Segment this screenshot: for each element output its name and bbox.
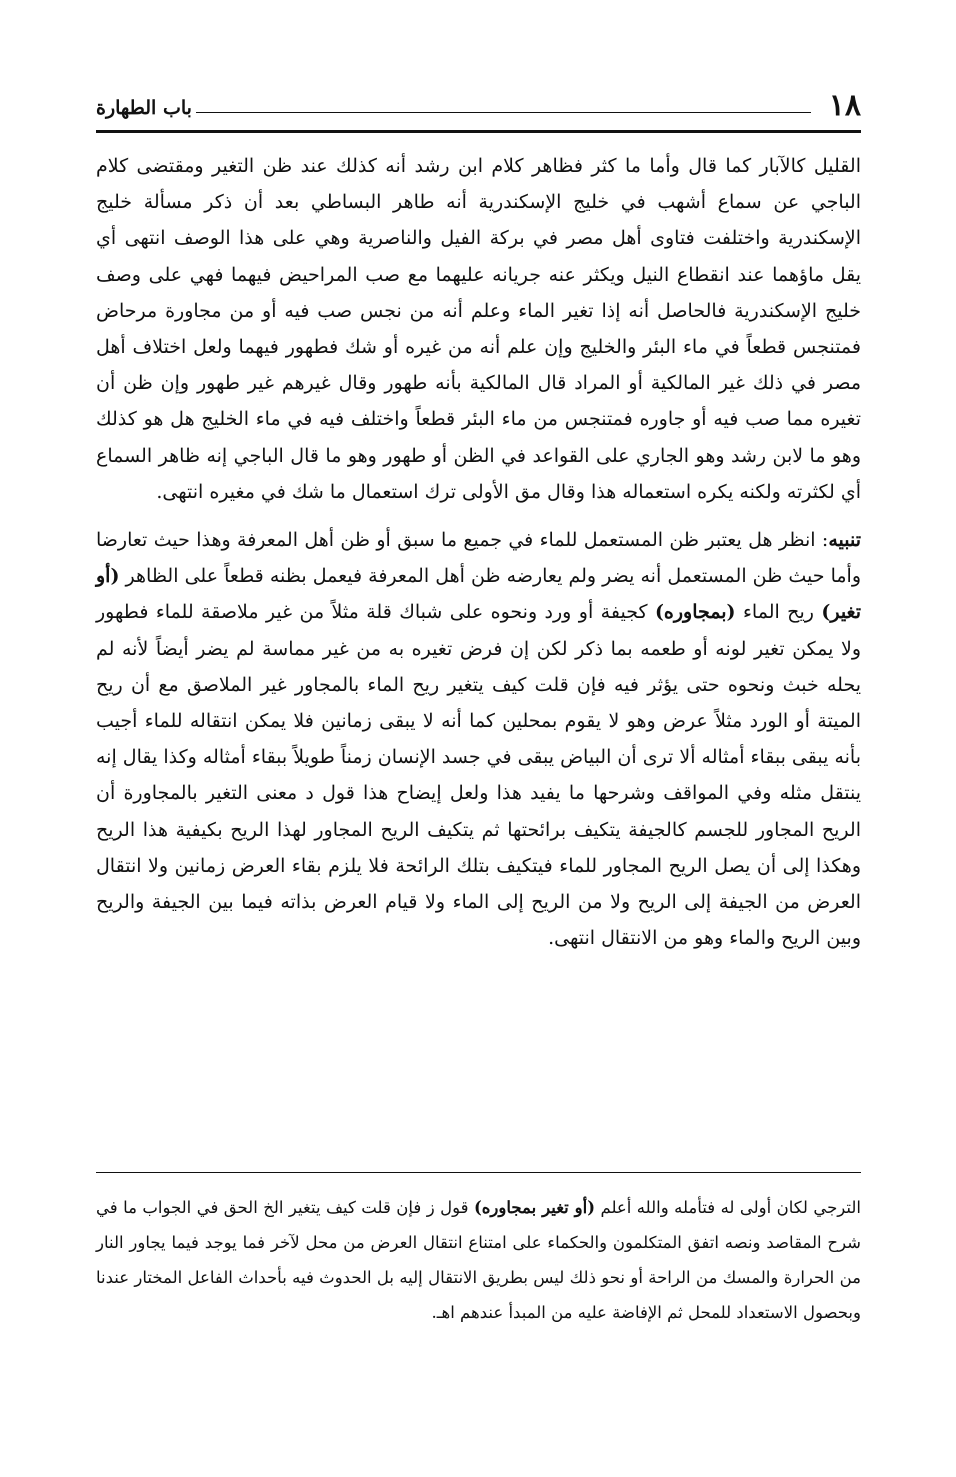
- paragraph-1: القليل كالآبار كما قال وأما ما كثر فظاهر كلام ابن رشد أنه كذلك عند ظن التغير ومقتضى كلام الباجي عن سماع أشهب في خليج الإسكندرية أنه طاهر البساطي بعد أن ذكر مسألة خليج الإسكندرية واختلفت فتاوى أهل مصر في بركة الفيل والناصرية وهي على هذا الوصف انتهى أي يقل ماؤهما عند انقطاع النيل ويكثر عنه جريانه عليهما مع صب المراحيض فيهما فهي على وصف خليج الإسكندرية فالحاصل أنه إذا تغير الماء وعلم أنه من نجس صب فيه أو من مجاورة مرحاض فمتنجس قطعاً في ماء البئر والخليج وإن علم أنه من غيره أو شك فطهور فيهما ولعل اختلاف أهل مصر في ذلك غير المالكية أو المراد قال المالكية بأنه طهور وقال غيرهم غير طهور وإن ظن أن تغيره مما صب فيه أو جاوره فمتنجس من ماء البئر قطعاً واختلف فيه في ماء الخليج هل هو كذلك وهو ما لابن رشد وهو الجاري على القواعد في الظن أو طهور وهو ما قال الباجي إنه ظاهر السماع أي لكثرته ولكنه يكره استعماله هذا وقال مق الأولى ترك استعمال ما شك في مغيره انتهى.: [96, 155, 861, 503]
- footnote-divider: [96, 1172, 861, 1173]
- main-text: [96, 148, 861, 956]
- footnote-part-b: قول ز فإن قلت كيف يتغير الخ الحق في الجواب ما في شرح المقاصد ونصه اتفق المتكلمون والحكماء على امتناع انتقال العرض من محل لآخر فما يوجد فيما يجاور النار من الحرارة والمسك من الراحة أو نحو ذلك ليس بطريق الانتقال إليه بل الحدوث فيه بأحداث الفاعل المختار عندنا وبحصول الاستعداد للمحل ثم الإفاضة عليه من المبدأ عندهم اهـ.: [96, 1198, 861, 1322]
- paragraph-2: [96, 522, 861, 956]
- page-header: [96, 88, 861, 128]
- note-label: تنبيه: [828, 529, 862, 552]
- paragraph-2-part-c: كجيفة أو ورد ونحوه على شباك قلة مثلاً من غير ملاصقة للماء فطهور ولا يمكن تغير لونه أو طعمه بما ذكر لكن إن فرض تغيره به من غير مماسة لم يضر أيضاً لأنه لم يحله خبث ونحوه حتى يؤثر فيه فإن قلت كيف يتغير ريح الماء بالمجاور غير الملاصق مع أن ريح الميتة أو الورد مثلاً عرض وهو لا يقوم بمحلين كما أنه لا يبقى زمانين فلا يمكن انتقاله للماء أجيب بأنه يبقى ببقاء أمثاله ألا ترى أن البياض يبقى في جسد الإنسان زمناً طويلاً ببقاء أمثاله وكذا يقال إنه ينتقل مثله وفي المواقف وشرحها ما يفيد هذا ولعل إيضاح هذا قول د معنى التغير بالمجاورة أن الريح المجاور للجسم كالجيفة يتكيف برائحتها ثم يتكيف الريح المجاور لهذا الريح بكيفية هذا الريح وهكذا إلى أن يصل الريح المجاور للماء فيتكيف بتلك الرائحة فلا يلزم بقاء العرض زمانين ولا انتقال العرض من الجيفة إلى الريح ولا من الريح إلى الماء ولا قيام العرض بذاته فيما بين الجيفة والريح وبين الريح والماء وهو من الانتقال انتهى.: [96, 601, 861, 950]
- footnote-quoted-phrase: (أو تغير بمجاوره): [473, 1198, 596, 1217]
- header-rule: [196, 112, 811, 113]
- paragraph-2-part-b: ريح الماء: [735, 601, 822, 624]
- footnote-part-a: الترجي لكان أولى له فتأمله والله أعلم: [595, 1198, 861, 1217]
- footnote: [96, 1190, 861, 1330]
- paragraph-2-part-a: : انظر هل يعتبر ظن المستعمل للماء في جميع ما سبق أو ظن أهل المعرفة وهذا حيث تعارضا وأما حيث ظن المستعمل أنه يضر ولم يعارضه ظن أهل المعرفة فيعمل بظنه قطعاً على الظاهر: [96, 529, 861, 588]
- quoted-phrase-1: (أو تغير): [96, 565, 862, 624]
- header-divider: [96, 130, 861, 133]
- running-title: باب الطهارة: [96, 97, 192, 119]
- page-number: ١٨: [828, 88, 861, 123]
- footnote-paragraph: [96, 1190, 861, 1330]
- quoted-phrase-2: (بمجاوره): [654, 601, 736, 624]
